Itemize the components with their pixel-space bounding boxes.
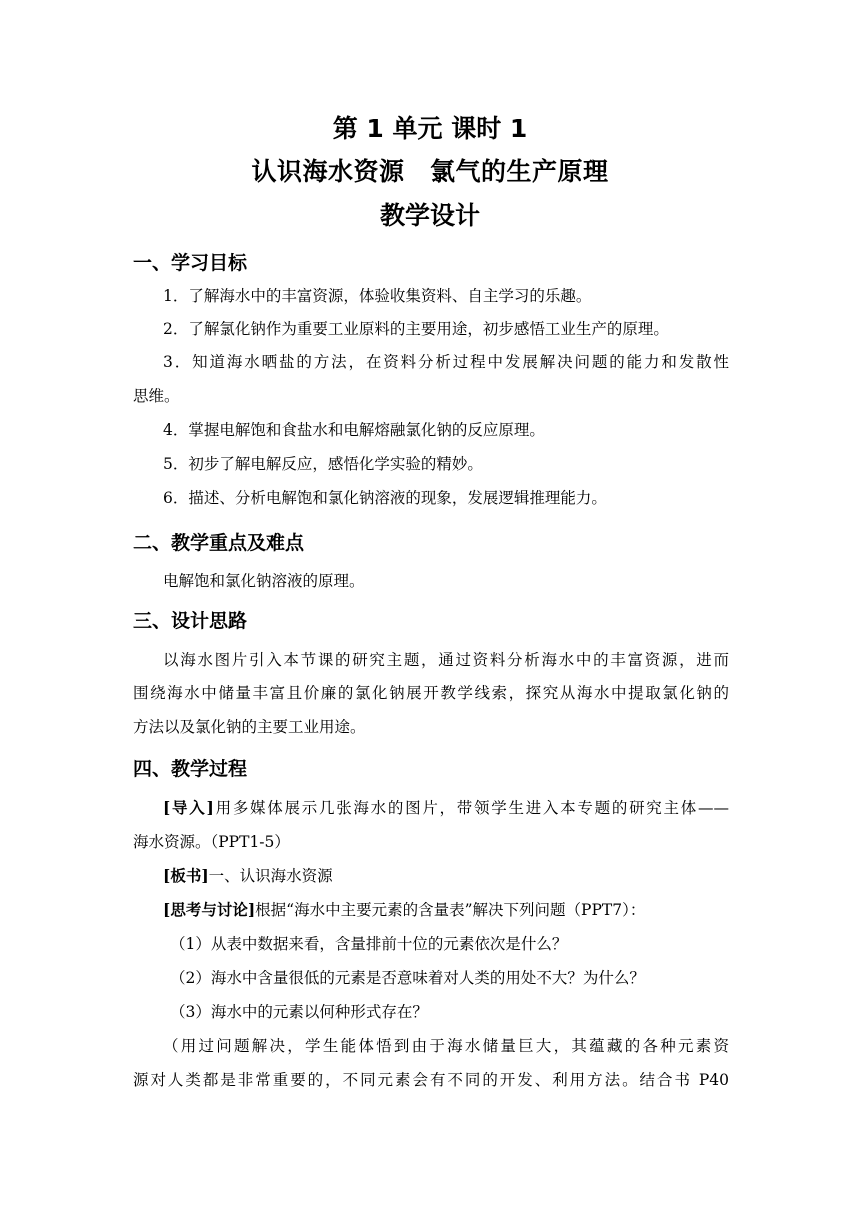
discuss-tag: [思考与讨论]	[163, 900, 256, 919]
objective-item: 2．了解氯化钠作为重要工业原料的主要用途，初步感悟工业生产的原理。	[163, 320, 669, 338]
board-tag: [板书]	[163, 866, 209, 885]
question-item: （1）从表中数据来看，含量排前十位的元素依次是什么？	[170, 935, 568, 953]
lesson-title: 认识海水资源 氯气的生产原理	[251, 157, 609, 186]
objective-item: 6．描述、分析电解饱和氯化钠溶液的现象，发展逻辑推理能力。	[163, 489, 607, 507]
objective-item: 4．掌握电解饱和食盐水和电解熔融氯化钠的反应原理。	[163, 421, 545, 439]
question-item: （3）海水中的元素以何种形式存在？	[170, 1003, 428, 1021]
discuss-text: 根据“海水中主要元素的含量表”解决下列问题（PPT7）：	[255, 901, 646, 919]
design-paragraph-line: 方法以及氯化钠的主要工业用途。	[133, 718, 366, 736]
paragraph-line: 源对人类都是非常重要的，不同元素会有不同的开发、利用方法。结合书 P40	[133, 1071, 729, 1089]
section-heading-objectives: 一、学习目标	[133, 252, 248, 274]
question-item: （2）海水中含量很低的元素是否意味着对人类的用处不大？为什么？	[170, 969, 645, 987]
key-point-text: 电解饱和氯化钠溶液的原理。	[163, 572, 365, 590]
intro-text: 用多媒体展示几张海水的图片，带领学生进入本专题的研究主体——	[213, 799, 729, 817]
discuss-line	[163, 899, 729, 921]
paragraph-line: （用过问题解决，学生能体悟到由于海水储量巨大，其蕴藏的各种元素资	[163, 1037, 729, 1055]
objective-item: 5．初步了解电解反应，感悟化学实验的精妙。	[163, 455, 483, 473]
objective-item-cont: 思维。	[133, 387, 180, 405]
intro-tag: [导入]	[163, 798, 214, 817]
design-paragraph-line: 围绕海水中储量丰富且价廉的氯化钠展开教学线索，探究从海水中提取氯化钠的	[133, 684, 729, 702]
unit-title: 第 1 单元 课时 1	[332, 114, 528, 143]
design-paragraph-line: 以海水图片引入本节课的研究主题，通过资料分析海水中的丰富资源，进而	[163, 651, 729, 669]
section-heading-key-points: 二、教学重点及难点	[133, 532, 305, 554]
section-heading-process: 四、教学过程	[133, 758, 248, 780]
objective-item: 1．了解海水中的丰富资源，体验收集资料、自主学习的乐趣。	[163, 287, 592, 305]
section-heading-design: 三、设计思路	[133, 610, 248, 632]
intro-line	[163, 797, 729, 819]
board-line	[163, 865, 729, 887]
objective-item: 3．知道海水晒盐的方法，在资料分析过程中发展解决问题的能力和发散性	[163, 353, 729, 371]
intro-line-cont: 海水资源。（PPT1-5）	[133, 833, 290, 851]
design-title: 教学设计	[379, 201, 480, 230]
board-text: 一、认识海水资源	[208, 867, 333, 885]
